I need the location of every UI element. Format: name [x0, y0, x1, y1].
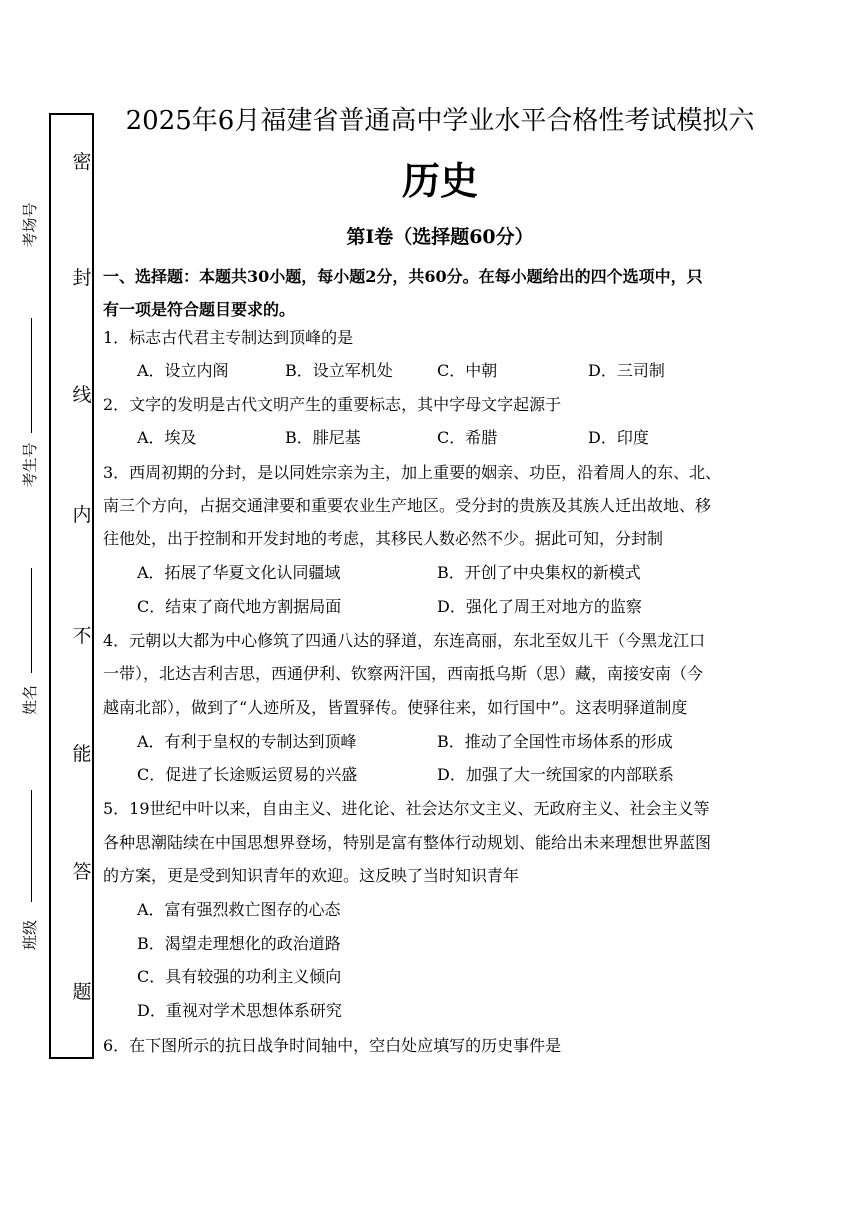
option-b: B．开创了中央集权的新模式: [437, 563, 641, 582]
question-stem: 4．元朝以大都为中心修筑了四通八达的驿道，东连高丽，东北至奴儿干（今黑龙江口: [103, 631, 706, 650]
seal-char: 题: [72, 981, 92, 1003]
section-title: 第Ⅰ卷（选择题60分）: [346, 226, 534, 248]
option-d: D．印度: [588, 428, 649, 447]
option-b: B．渴望走理想化的政治道路: [137, 934, 341, 953]
seal-char: 密: [72, 151, 92, 173]
question-stem: 5．19世纪中叶以来，自由主义、进化论、社会达尔文主义、无政府主义、社会主义等: [103, 799, 710, 818]
class-label: 班级: [20, 920, 39, 951]
seal-char: 不: [72, 625, 92, 647]
option-d: D．强化了周王对地方的监察: [437, 597, 642, 616]
name-fill-line: [31, 790, 32, 902]
question-stem: 往他处，出于控制和开发封地的考虑，其移民人数必然不少。据此可知，分封制: [103, 529, 664, 548]
seal-char: 内: [72, 504, 92, 526]
subject-title: 历史: [401, 158, 478, 203]
question-stem: 6．在下图所示的抗日战争时间轴中，空白处应填写的历史事件是: [103, 1036, 562, 1055]
seal-char: 封: [72, 267, 92, 289]
question-stem: 各种思潮陆续在中国思想界登场，特别是富有整体行动规划、能给出未来理想世界蓝图: [103, 833, 712, 852]
seal-char: 线: [72, 384, 92, 406]
name-label: 姓名: [20, 685, 39, 716]
option-c: C．具有较强的功利主义倾向: [137, 967, 342, 986]
question-stem: 3．西周初期的分封，是以同姓宗亲为主，加上重要的姻亲、功臣，沿着周人的东、北、: [103, 463, 722, 482]
instruction-line: 有一项是符合题目要求的。: [103, 300, 296, 319]
option-a: A．富有强烈救亡图存的心态: [137, 900, 341, 919]
question-stem: 的方案，更是受到知识青年的欢迎。这反映了当时知识青年: [103, 866, 520, 885]
seal-char: 能: [72, 743, 92, 765]
question-stem: 一带），北达吉利吉思，西通伊利、钦察两汗国，西南抵乌斯（思）藏，南接安南（今: [103, 664, 704, 683]
question-stem: 越南北部），做到了“人迹所及，皆置驿传。使驿往来，如行国中”。这表明驿道制度: [103, 698, 688, 717]
option-c: C．结束了商代地方割据局面: [137, 597, 342, 616]
option-b: B．推动了全国性市场体系的形成: [437, 732, 673, 751]
candidate-number-label: 考生号: [20, 442, 39, 488]
question-stem: 2．文字的发明是古代文明产生的重要标志，其中字母文字起源于: [103, 395, 562, 414]
option-a: A．拓展了华夏文化认同疆域: [137, 563, 341, 582]
seal-char: 答: [72, 861, 92, 883]
option-b: B．腓尼基: [285, 428, 361, 447]
instruction-line: 一、选择题：本题共30小题，每小题2分，共60分。在每小题给出的四个选项中，只: [103, 267, 703, 286]
option-d: D．三司制: [588, 361, 665, 380]
candidate-number-fill-line: [31, 568, 32, 673]
exam-room-fill-line: [31, 318, 32, 433]
exam-room-label: 考场号: [20, 202, 39, 248]
option-c: C．希腊: [437, 428, 498, 447]
option-a: A．有利于皇权的专制达到顶峰: [137, 732, 357, 751]
option-a: A．设立内阁: [137, 361, 229, 380]
seal-line-box: [49, 113, 94, 1059]
question-stem: 南三个方向，占据交通津要和重要农业生产地区。受分封的贵族及其族人迁出故地、移: [103, 496, 712, 515]
option-d: D．加强了大一统国家的内部联系: [437, 765, 674, 784]
option-d: D．重视对学术思想体系研究: [137, 1001, 342, 1020]
option-c: C．中朝: [437, 361, 498, 380]
question-stem: 1．标志古代君主专制达到顶峰的是: [103, 328, 354, 347]
option-a: A．埃及: [137, 428, 197, 447]
option-c: C．促进了长途贩运贸易的兴盛: [137, 765, 358, 784]
option-b: B．设立军机处: [285, 361, 393, 380]
exam-title: 2025年6月福建省普通高中学业水平合格性考试模拟六: [125, 106, 755, 136]
